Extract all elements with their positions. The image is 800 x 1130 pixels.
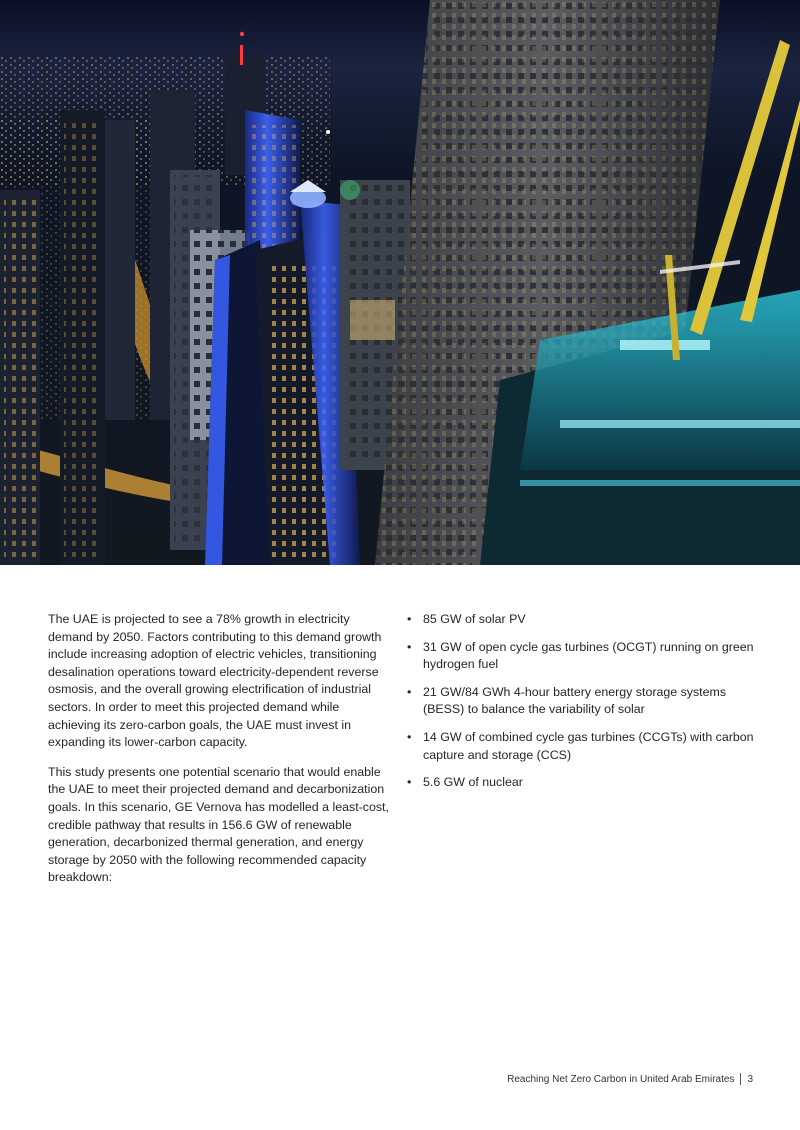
list-item: [407, 729, 757, 764]
list-item-text: 85 GW of solar PV: [423, 612, 526, 626]
page-number: 3: [747, 1073, 753, 1085]
bullet-icon: •: [407, 612, 412, 626]
footer-divider: [740, 1073, 741, 1085]
left-column: [48, 611, 394, 899]
intro-paragraph: The UAE is projected to see a 78% growth in electricity demand by 2050. Factors contributing to this demand growth include increasing adoption of electric vehicles, transitioning desalination operations toward electricity-dependent reverse osmosis, and the overall growing electrification of industrial sectors. In order to meet this projected demand while achieving its zero-carbon goals, the UAE must invest in expanding its lower-carbon capacity.: [48, 612, 382, 750]
list-item-text: 31 GW of open cycle gas turbines (OCGT) running on green hydrogen fuel: [423, 639, 754, 672]
bullet-icon: •: [407, 729, 412, 744]
right-column: [407, 611, 757, 802]
bullet-icon: •: [407, 775, 412, 790]
list-item: [407, 611, 757, 629]
list-item-text: 5.6 GW of nuclear: [423, 775, 523, 790]
scenario-paragraph: This study presents one potential scenario that would enable the UAE to meet their projected demand and decarbonization goals. In this scenario, GE Vernova has modelled a least-cost, credible pathway that results in 156.6 GW of renewable generation, decarbonized thermal generation, and energy storage by 2050 with the following recommended capacity breakdown:: [48, 764, 389, 885]
page-footer: [507, 1073, 753, 1085]
list-item-text: 21 GW/84 GWh 4-hour battery energy storage systems (BESS) to balance the variability of solar: [423, 684, 727, 717]
list-item-text: 14 GW of combined cycle gas turbines (CCGTs) with carbon capture and storage (CCS): [423, 729, 754, 762]
list-item: [407, 684, 757, 719]
footer-title: Reaching Net Zero Carbon in United Arab Emirates: [507, 1073, 735, 1085]
bullet-icon: •: [407, 684, 412, 699]
bullet-icon: •: [407, 639, 412, 654]
list-item: [407, 774, 757, 792]
capacity-breakdown-list: [407, 611, 757, 792]
list-item: [407, 639, 757, 674]
